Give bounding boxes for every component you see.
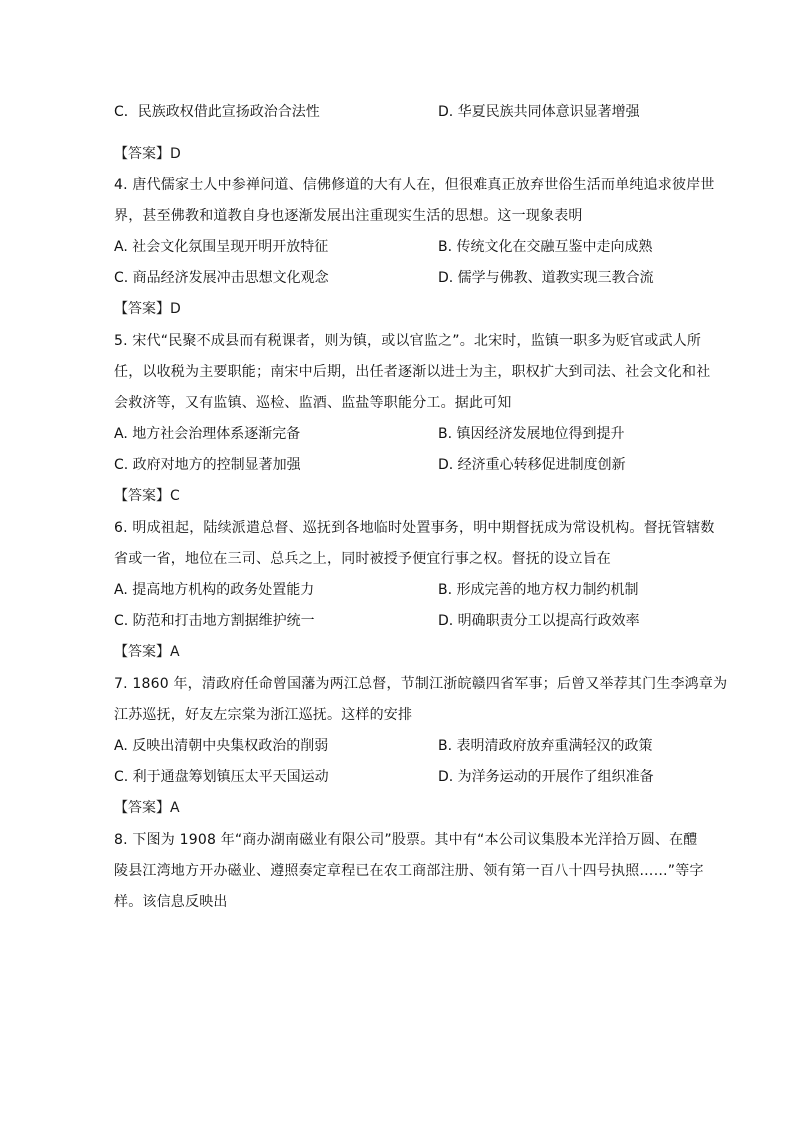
q4-option-b: B. 传统文化在交融互鉴中走向成熟 <box>438 239 653 255</box>
q5-option-d: D. 经济重心转移促进制度创新 <box>438 457 626 473</box>
q5-option-b: B. 镇因经济发展地位得到提升 <box>438 426 625 442</box>
q5-option-a: A. 地方社会治理体系逐渐完备 <box>114 426 301 442</box>
q4-answer: 【答案】D <box>114 301 181 317</box>
q7-option-c: C. 利于通盘筹划镇压太平天国运动 <box>114 769 329 785</box>
q4-stem-line-1: 4. 唐代儒家士人中参禅问道、信佛修道的大有人在，但很难真正放弃世俗生活而单纯追求彼岸世 <box>114 177 715 193</box>
q3-option-c: C．民族政权借此宣扬政治合法性 <box>114 104 320 120</box>
q5-stem-line-3: 会救济等，又有监镇、巡检、监酒、监盐等职能分工。据此可知 <box>114 395 512 411</box>
q6-option-a: A. 提高地方机构的政务处置能力 <box>114 582 315 598</box>
q6-stem-line-1: 6. 明成祖起，陆续派遣总督、巡抚到各地临时处置事务，明中期督抚成为常设机构。督抚管辖数 <box>114 520 715 536</box>
q5-stem-line-2: 任，以收税为主要职能；南宋中后期，出任者逐渐以进士为主，职权扩大到司法、社会文化和社 <box>114 364 711 380</box>
q5-answer: 【答案】C <box>114 488 180 504</box>
q3-answer: 【答案】D <box>114 146 181 162</box>
q6-stem-line-2: 省或一省，地位在三司、总兵之上，同时被授予便宜行事之权。督抚的设立旨在 <box>114 551 611 567</box>
q5-option-c: C. 政府对地方的控制显著加强 <box>114 457 301 473</box>
q7-stem-line-1: 7. 1860 年，清政府任命曾国藩为两江总督，节制江浙皖赣四省军事；后曾又举荐其门生李鸿章为 <box>114 676 728 692</box>
q4-stem-line-2: 界，甚至佛教和道教自身也逐渐发展出注重现实生活的思想。这一现象表明 <box>114 208 583 224</box>
q7-option-d: D. 为洋务运动的开展作了组织准备 <box>438 769 654 785</box>
q4-option-d: D. 儒学与佛教、道教实现三教合流 <box>438 270 654 286</box>
q6-option-b: B. 形成完善的地方权力制约机制 <box>438 582 639 598</box>
q4-option-c: C. 商品经济发展冲击思想文化观念 <box>114 270 329 286</box>
q7-answer: 【答案】A <box>114 800 180 816</box>
q8-stem-line-3: 样。该信息反映出 <box>114 894 228 910</box>
q6-option-d: D. 明确职责分工以提高行政效率 <box>438 613 640 629</box>
q4-option-a: A. 社会文化氛围呈现开明开放特征 <box>114 239 329 255</box>
q7-option-b: B. 表明清政府放弃重满轻汉的政策 <box>438 738 653 754</box>
q7-option-a: A. 反映出清朝中央集权政治的削弱 <box>114 738 329 754</box>
q8-stem-line-2: 陵县江湾地方开办磁业、遵照奏定章程已在农工商部注册、领有第一百八十四号执照……”等字 <box>114 863 704 879</box>
q6-answer: 【答案】A <box>114 644 180 660</box>
q5-stem-line-1: 5. 宋代“民聚不成县而有税课者，则为镇，或以官监之”。北宋时，监镇一职多为贬官或武人所 <box>114 333 702 349</box>
q7-stem-line-2: 江苏巡抚，好友左宗棠为浙江巡抚。这样的安排 <box>114 707 413 723</box>
q8-stem-line-1: 8. 下图为 1908 年“商办湖南磁业有限公司”股票。其中有“本公司议集股本光洋拾万圆、在醴 <box>114 832 698 848</box>
q3-option-d: D. 华夏民族共同体意识显著增强 <box>438 104 640 120</box>
q6-option-c: C. 防范和打击地方割据维护统一 <box>114 613 315 629</box>
